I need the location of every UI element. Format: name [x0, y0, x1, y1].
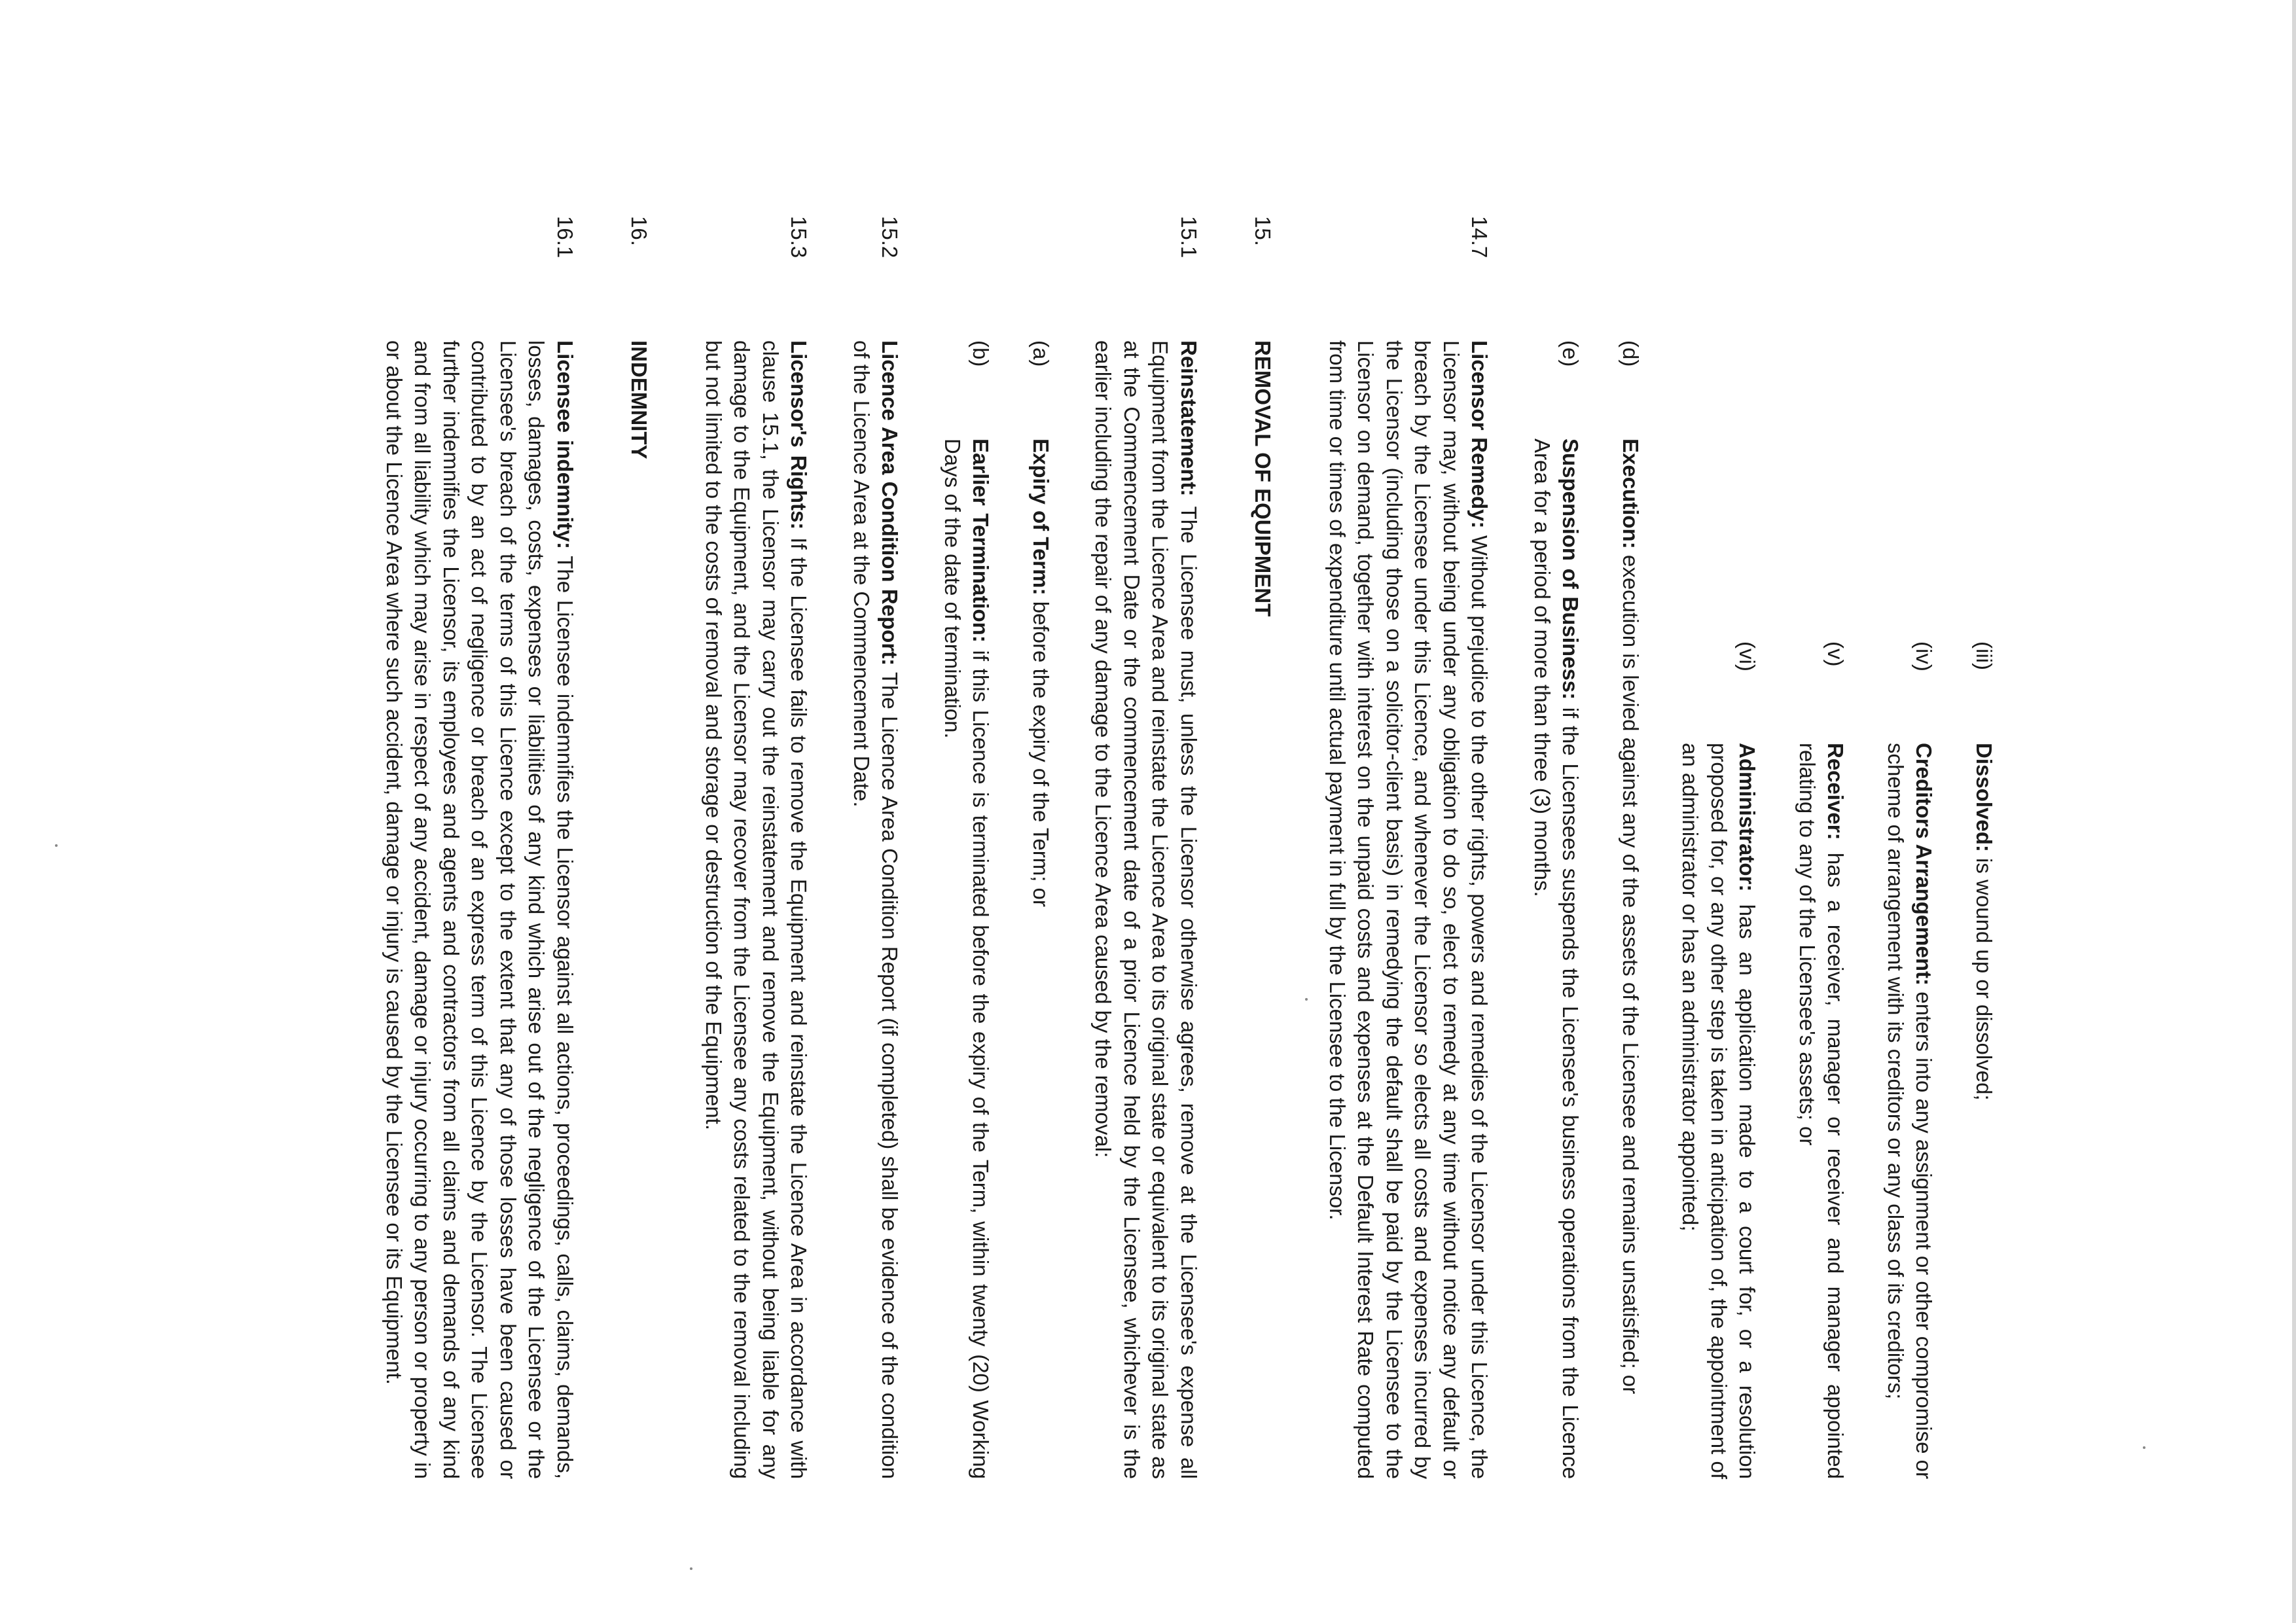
clause-number: (e): [1558, 340, 1583, 367]
clause-number: (iv): [1912, 641, 1937, 671]
scan-speck: [2143, 1446, 2145, 1449]
clause-15-1-reinstatement: [1089, 216, 1203, 1479]
clause-text: before the expiry of the Term; or: [1029, 595, 1053, 907]
clause-iii-dissolved: [1970, 216, 1999, 1479]
clause-label: Receiver:: [1823, 743, 1848, 840]
clause-text: has an application made to a court for, or a resolution proposed for, or any other step is taken in anticipation of, the appointment of an administrator or has an administrator appointed;: [1678, 743, 1760, 1479]
clause-number: (d): [1619, 340, 1643, 367]
section-number: 15.: [1251, 216, 1276, 246]
clause-label: Dissolved:: [1972, 743, 1996, 852]
clause-text: The Licensee must, unless the Licensor otherwise agrees, remove at the Licensee's expense all Equipment from the Licence Area and reinstate the Licence Area to its original state or equivalent to its original state as at the Commencement Date or the commencement date of a prior Licence held by the Licensee, whichever is the earlier including the repair of any damage to the Licence Area caused by the removal:: [1091, 340, 1201, 1479]
clause-b-earlier-termination: [939, 216, 996, 1479]
clause-number: (b): [969, 340, 994, 367]
section-title: REMOVAL OF EQUIPMENT: [1251, 340, 1276, 617]
clause-d-execution: [1617, 216, 1645, 1479]
clause-text: Without prejudice to the other rights, powers and remedies of the Licensor under this Licence, the Licensor may, without being under any obligation to do so, elect to remedy at any time without notice any default or breach by the Licensee under this Licence, and whenever the Licensor so elects all costs and expenses incurred by the Licensor (including those on a solicitor-client basis) in remedying the default shall be paid by the Licensee to the Licensor on demand, together with interest on the unpaid costs and expenses at the Default Interest Rate computed from time or times of expenditure until actual payment in full by the Licensee to the Licensor.: [1325, 340, 1492, 1479]
clause-e-suspension-of-business: [1528, 216, 1585, 1479]
clause-text: if this Licence is terminated before the expiry of the Term, within twenty (20) Working Days of the date of termination.: [941, 438, 994, 1479]
clause-text: execution is levied against any of the assets of the Licensee and remains unsatisfied; or: [1619, 548, 1643, 1395]
clause-text: if the Licensees suspends the Licensee's business operations from the Licence Area for a period of more than three (3) months.: [1530, 438, 1583, 1479]
clause-16-1-licensee-indemnity: [380, 216, 580, 1479]
scan-speck: [1305, 998, 1308, 1001]
scan-speck: [55, 844, 58, 847]
clause-text: has a receiver, manager or receiver and manager appointed relating to any of the Licensee's assets; or: [1795, 743, 1848, 1479]
clause-label: Licensor Remedy:: [1467, 340, 1492, 529]
clause-text: If the Licensee fails to remove the Equipment and reinstate the Licence Area in accordance with clause 15.1, the Licensor may carry out the reinstatement and remove the Equipment, without being liable for any damage to the Equipment, and the Licensor may recover from the Licensee any costs related to the removal including but not limited to the costs of removal and storage or destruction of the Equipment.: [702, 340, 812, 1479]
clause-vi-administrator: [1676, 216, 1762, 1479]
clause-number: 14.7: [1467, 216, 1492, 259]
clause-text: is wound up or dissolved;: [1972, 851, 1996, 1101]
clause-text: The Licensee indemnifies the Licensor against all actions, proceedings, calls, claims, demands, losses, damages, costs, expenses or liabilities of any kind which arise out of the negligence of the Licensee or the Licensee's breach of the terms of this Licence except to the extent that any of those losses have been caused or contributed to by an act of negligence or breach of an express term of this Licence by the Licensor. The Licensee further indemnifies the Licensor, its employees and agents and contractors from all claims and demands of any kind and from all liability which may arise in respect of any accident, damage or injury occurring to any person or property in or about the Licence Area where such accident, damage or injury is caused by the Licensee or its Equipment.: [382, 340, 577, 1479]
scan-edge: [2292, 0, 2296, 1623]
clause-number: 16.1: [553, 216, 577, 259]
clause-15-2-licence-area-condition-report: [848, 216, 905, 1479]
clause-text: The Licence Area Condition Report (if completed) shall be evidence of the condition of the Licence Area at the Commencement Date.: [850, 340, 903, 1480]
section-title: INDEMNITY: [627, 340, 652, 459]
clause-v-receiver: [1793, 216, 1850, 1479]
clause-label: Earlier Termination:: [969, 438, 994, 643]
clause-number: (a): [1029, 340, 1053, 367]
clause-number: (iii): [1972, 641, 1996, 670]
section-number: 16.: [627, 216, 652, 246]
clause-label: Administrator:: [1735, 743, 1760, 892]
section-16-heading: [625, 216, 654, 1479]
clause-number: (vi): [1735, 641, 1760, 671]
clause-label: Execution:: [1619, 438, 1643, 549]
clause-label: Licence Area Condition Report:: [878, 340, 903, 666]
clause-iv-creditors-arrangement: [1882, 216, 1939, 1479]
clause-label: Creditors Arrangement:: [1912, 743, 1937, 986]
clause-label: Expiry of Term:: [1029, 438, 1053, 596]
scan-speck: [690, 1567, 692, 1570]
clause-label: Suspension of Business:: [1558, 438, 1583, 700]
clause-number: 15.3: [787, 216, 812, 259]
clause-text: enters into any assignment or other compromise or scheme of arrangement with its creditors or any class of its creditors;: [1884, 743, 1937, 1479]
clause-a-expiry-of-term: [1027, 216, 1056, 1479]
clause-label: Licensor's Rights:: [787, 340, 812, 530]
clause-15-3-licensors-rights: [700, 216, 814, 1479]
section-15-heading: [1249, 216, 1278, 1479]
clause-number: 15.1: [1177, 216, 1201, 259]
clause-number: 15.2: [878, 216, 903, 259]
clause-label: Reinstatement:: [1177, 340, 1201, 497]
clause-label: Licensee indemnity:: [553, 340, 577, 549]
clause-number: (v): [1823, 641, 1848, 667]
clause-14-7-licensor-remedy: [1323, 216, 1494, 1479]
document-body: [380, 216, 1999, 1479]
